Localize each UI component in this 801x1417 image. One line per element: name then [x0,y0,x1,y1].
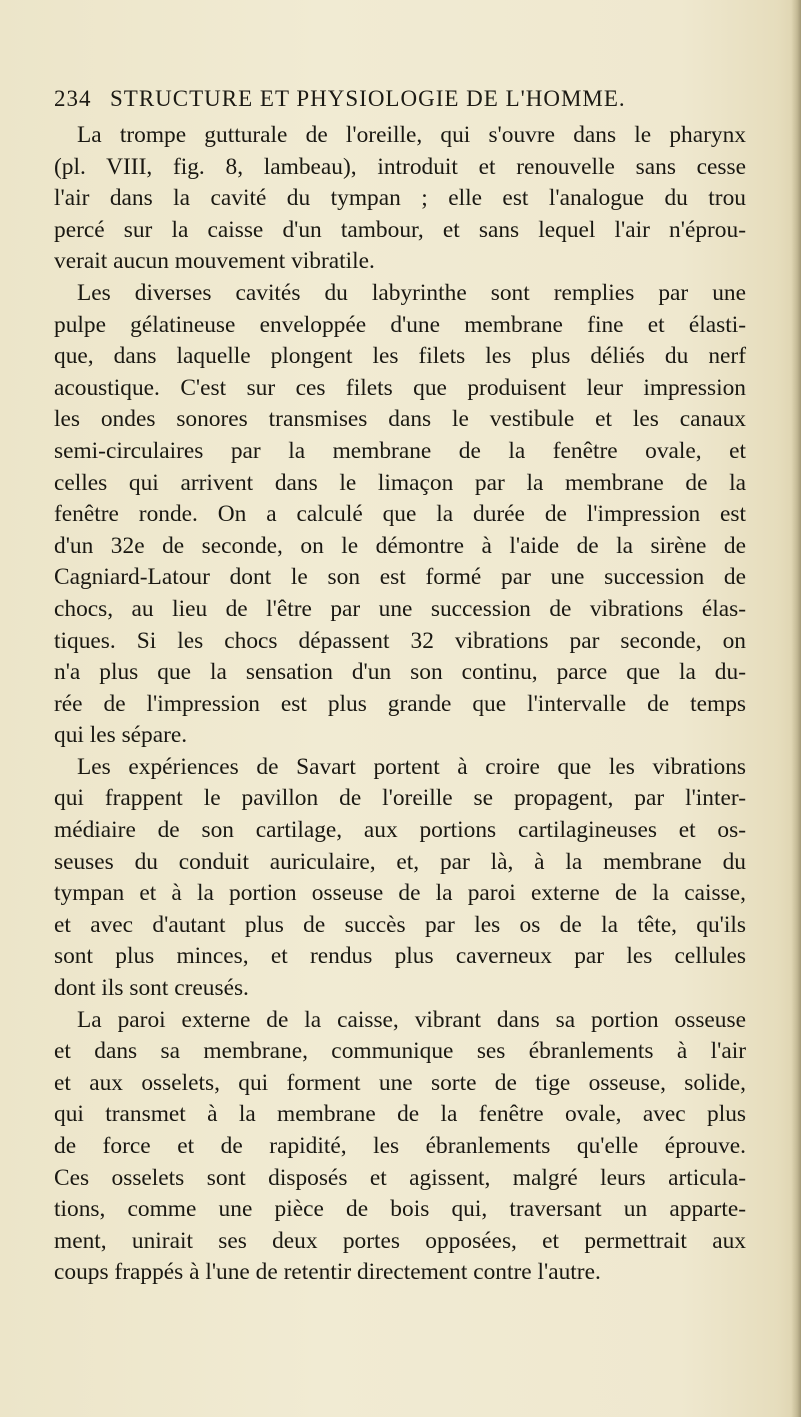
text-line: rée de l'impression est plus grande que l'intervalle de temps [54,690,746,717]
text-line: chocs, au lieu de l'être par une succession de vibrations élas- [54,595,746,622]
text-line: de force et de rapidité, les ébranlements qu'elle éprouve. [54,1133,746,1159]
text-line: tympan et à la portion osseuse de la paroi externe de la caisse, [54,880,746,907]
text-line: l'air dans la cavité du tympan ; elle est l'analogue du trou [54,185,746,212]
text-line: pulpe gélatineuse enveloppée d'une membrane fine et élasti- [54,311,746,338]
text-line: d'un 32e de seconde, on le démontre à l'aide de la sirène de [54,532,746,559]
text-line: La paroi externe de la caisse, vibrant dans sa portion osseuse [77,1006,746,1033]
text-line: que, dans laquelle plongent les filets les plus déliés du nerf [54,343,746,370]
text-line: qui frappent le pavillon de l'oreille se propagent, par l'inter- [54,785,746,812]
text-line: coups frappés à l'une de retentir directement contre l'autre. [54,1259,601,1286]
text-line: dont ils sont creusés. [54,975,249,1002]
text-line: et dans sa membrane, communique ses ébranlements à l'air [54,1038,746,1065]
text-line: fenêtre ronde. On a calculé que la durée de l'impression est [54,501,746,528]
text-line: seuses du conduit auriculaire, et, par là, à la membrane du [54,848,746,875]
text-line: qui les sépare. [54,722,188,749]
text-line: ment, unirait ses deux portes opposées, et permettrait aux [54,1227,746,1254]
text-line: verait aucun mouvement vibratile. [54,248,375,275]
running-title: STRUCTURE ET PHYSIOLOGIE DE L'HOMME. [110,86,626,111]
text-line: La trompe gutturale de l'oreille, qui s'ouvre dans le pharynx [77,122,746,148]
running-header [54,86,734,112]
text-line: Ces osselets sont disposés et agissent, malgré leurs articula- [54,1164,746,1191]
text-line: tions, comme une pièce de bois qui, traversant un apparte- [54,1196,746,1223]
paragraph [54,278,746,752]
text-line: percé sur la caisse d'un tambour, et sans lequel l'air n'éprou- [54,216,746,243]
text-line: celles qui arrivent dans le limaçon par la membrane de la [54,469,746,496]
text-line: et avec d'autant plus de succès par les os de la tête, qu'ils [54,911,746,938]
page-edge-shadow [791,0,801,1417]
paragraph [54,1005,746,1289]
page-number: 234 [54,86,92,111]
text-line: (pl. VIII, fig. 8, lambeau), introduit et renouvelle sans cesse [54,153,746,180]
text-line: Les expériences de Savart portent à croire que les vibrations [77,753,746,780]
text-line: acoustique. C'est sur ces filets que produisent leur impression [54,374,746,401]
body-text [54,120,746,1289]
text-line: sont plus minces, et rendus plus caverneux par les cellules [54,943,746,970]
paragraph [54,752,746,1005]
text-line: qui transmet à la membrane de la fenêtre ovale, avec plus [54,1101,746,1128]
text-line: et aux osselets, qui forment une sorte de tige osseuse, solide, [54,1069,746,1096]
text-line: semi-circulaires par la membrane de la fenêtre ovale, et [54,437,746,464]
text-line: tiques. Si les chocs dépassent 32 vibrations par seconde, on [54,627,746,654]
paragraph [54,120,746,278]
text-line: les ondes sonores transmises dans le vestibule et les canaux [54,406,746,433]
text-line: n'a plus que la sensation d'un son continu, parce que la du- [54,659,746,686]
text-line: médiaire de son cartilage, aux portions cartilagineuses et os- [54,817,746,844]
text-line: Cagniard-Latour dont le son est formé par une succession de [54,564,746,591]
text-line: Les diverses cavités du labyrinthe sont remplies par une [77,279,746,306]
